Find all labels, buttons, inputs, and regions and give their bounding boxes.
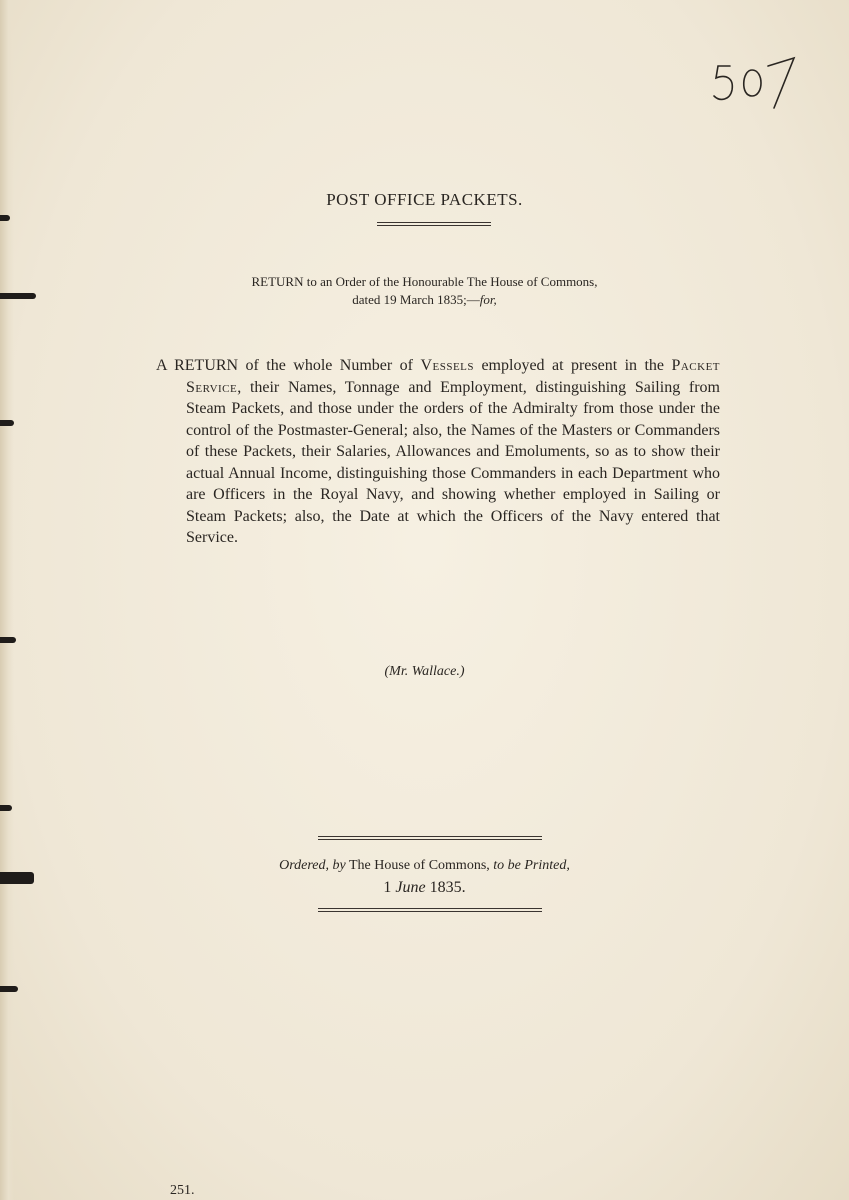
ordered-top-rule [318, 836, 542, 840]
ordered-house: The House of Commons, [349, 858, 490, 873]
body-vessels: Vessels [420, 357, 475, 374]
printing-order-line1 [0, 855, 849, 877]
printing-order [0, 855, 849, 899]
body-part-b: employed at present in the [474, 357, 672, 374]
binding-mark [0, 805, 12, 811]
return-heading-for: for, [479, 292, 497, 307]
return-heading-line1: RETURN to an Order of the Honourable The House of Commons, [251, 274, 598, 289]
body-packet-service: Packet Service [186, 357, 721, 396]
binding-edge [0, 0, 14, 1200]
return-heading [0, 273, 849, 309]
ordered-bottom-rule [318, 908, 542, 912]
mover-name: (Mr. Wallace.) [384, 664, 465, 679]
printing-order-date [0, 877, 849, 899]
ordered-word: Ordered, [279, 858, 330, 873]
document-title: POST OFFICE PACKETS. [326, 190, 523, 209]
ordered-printed: to be Printed, [493, 858, 570, 873]
date-month: June [395, 879, 426, 896]
date-year: 1835. [429, 879, 466, 896]
page-number: 251. [170, 1183, 195, 1198]
binding-mark [0, 420, 14, 426]
return-heading-line2 [0, 291, 849, 309]
handwritten-page-number [712, 52, 802, 112]
return-heading-date: dated 19 March 1835;— [352, 292, 480, 307]
binding-mark [0, 215, 10, 221]
body-part-a: A RETURN of the whole Number of [156, 357, 421, 374]
date-day: 1 [383, 879, 392, 896]
return-body-paragraph [156, 355, 720, 549]
title-rule [377, 222, 491, 226]
binding-mark [0, 637, 16, 643]
body-part-c: , their Names, Tonnage and Employment, distinguishing Sailing from Steam Packets, and those under the orders of the Admiralty from those under the control of the Postmaster-General; also, the Names of the Masters or Commanders of these Packets, their Salaries, Allowances and Emoluments, so as to show their actual Annual Income, distinguishing those Commanders in each Department who are Officers in the Royal Navy, and showing whether employed in Sailing or Steam Packets; also, the Date at which the Officers of the Navy entered that Service. [186, 378, 720, 546]
binding-mark [0, 986, 18, 992]
ordered-by: by [332, 858, 346, 873]
